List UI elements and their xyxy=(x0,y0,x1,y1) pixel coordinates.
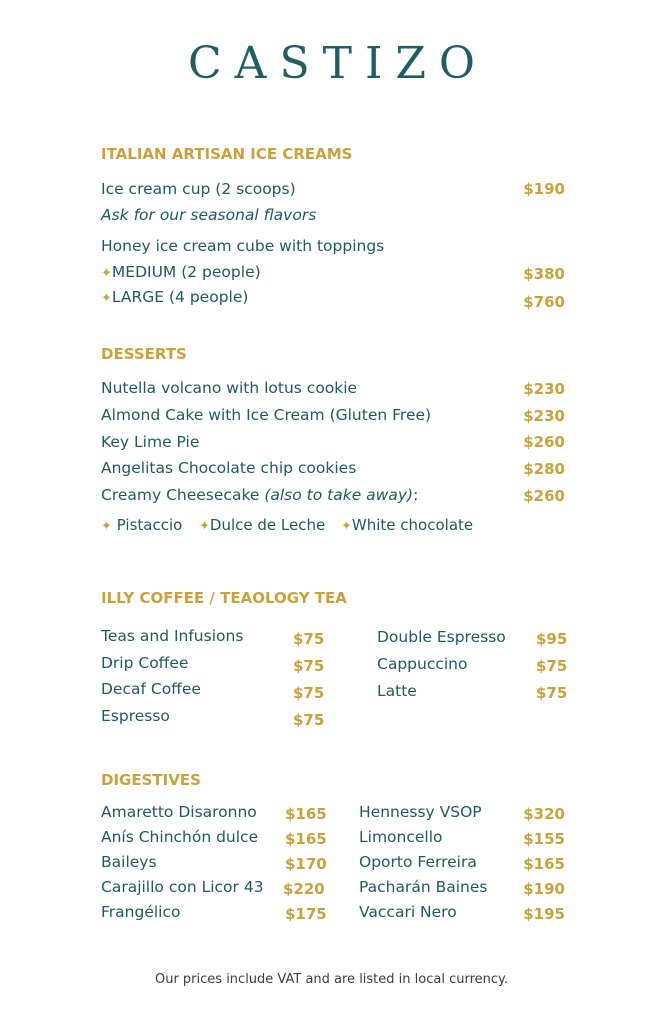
menu-item-price: $75 xyxy=(293,684,325,702)
menu-item-name: Ice cream cup (2 scoops) xyxy=(101,180,296,198)
menu-item-name: Nutella volcano with lotus cookie xyxy=(101,379,358,397)
menu-item-price: $230 xyxy=(523,380,565,398)
menu-item-name: Espresso xyxy=(101,707,170,725)
menu-item-price: $220 xyxy=(283,880,325,898)
menu-option xyxy=(101,288,248,306)
menu-item-name: Cappuccino xyxy=(377,655,468,673)
section-title-ice-creams: ITALIAN ARTISAN ICE CREAMS xyxy=(101,145,353,163)
menu-item-price: $230 xyxy=(523,407,565,425)
star-bullet-icon: ✦ xyxy=(101,291,112,306)
flavor-option xyxy=(341,516,473,534)
menu-item-name: Double Espresso xyxy=(377,628,506,646)
menu-item-name: Anís Chinchón dulce xyxy=(101,828,259,846)
menu-item-price: $75 xyxy=(293,657,325,675)
menu-item-price: $175 xyxy=(285,905,327,923)
menu-item-name: Key Lime Pie xyxy=(101,433,200,451)
menu-item-name: Creamy Cheesecake xyxy=(101,486,265,504)
star-bullet-icon: ✦ xyxy=(341,519,352,534)
menu-item-price: $155 xyxy=(523,830,565,848)
menu-item-price: $190 xyxy=(523,180,565,198)
menu-item-name: Latte xyxy=(377,682,417,700)
star-bullet-icon: ✦ xyxy=(199,519,210,534)
menu-item-note: Ask for our seasonal flavors xyxy=(101,206,317,224)
menu-item-price: $320 xyxy=(523,805,565,823)
menu-option xyxy=(101,263,261,281)
menu-item-name: Decaf Coffee xyxy=(101,680,201,698)
flavor-label: White chocolate xyxy=(351,516,474,534)
menu-item-price: $75 xyxy=(536,657,568,675)
section-title-digestives: DIGESTIVES xyxy=(101,771,201,789)
menu-item-name: Hennessy VSOP xyxy=(359,803,482,821)
menu-item-price: $75 xyxy=(536,684,568,702)
menu-option-price: $760 xyxy=(523,293,565,311)
flavor-label: Pistaccio xyxy=(116,516,183,534)
menu-item-price: $75 xyxy=(293,711,325,729)
menu-item-cheesecake xyxy=(101,486,418,504)
menu-item-price: $190 xyxy=(523,880,565,898)
menu-item-name: Pacharán Baines xyxy=(359,878,488,896)
footer-note: Our prices include VAT and are listed in local currency. xyxy=(154,972,508,987)
brand-logo: CASTIZO xyxy=(188,38,488,89)
menu-item-name: Vaccari Nero xyxy=(359,903,457,921)
menu-option-label: LARGE (4 people) xyxy=(111,288,249,306)
menu-item-note: (also to take away) xyxy=(264,486,414,504)
menu-item-name: Oporto Ferreira xyxy=(359,853,477,871)
menu-item-name: Almond Cake with Ice Cream (Gluten Free) xyxy=(101,406,432,424)
menu-item-name: Amaretto Disaronno xyxy=(101,803,257,821)
menu-item-name: Angelitas Chocolate chip cookies xyxy=(101,459,357,477)
menu-item-price: $260 xyxy=(523,433,565,451)
menu-option-label: MEDIUM (2 people) xyxy=(111,263,261,281)
menu-item-name: Honey ice cream cube with toppings xyxy=(101,237,385,255)
section-title-desserts: DESSERTS xyxy=(101,345,187,363)
menu-item-name: Drip Coffee xyxy=(101,654,189,672)
menu-item-price: $280 xyxy=(523,460,565,478)
flavor-label: Dulce de Leche xyxy=(209,516,326,534)
menu-item-price: $75 xyxy=(293,630,325,648)
section-title-coffee: ILLY COFFEE / TEAOLOGY TEA xyxy=(101,589,347,607)
flavor-option xyxy=(101,516,182,534)
menu-item-price: $260 xyxy=(523,487,565,505)
menu-item-name: Baileys xyxy=(101,853,157,871)
menu-item-name: Limoncello xyxy=(359,828,443,846)
menu-item-price: $165 xyxy=(285,805,327,823)
menu-item-name: Frangélico xyxy=(101,903,181,921)
star-bullet-icon: ✦ xyxy=(101,266,112,281)
star-bullet-icon: ✦ xyxy=(101,519,112,534)
menu-option-price: $380 xyxy=(523,265,565,283)
menu-item-price: $170 xyxy=(285,855,327,873)
menu-item-price: $195 xyxy=(523,905,565,923)
menu-item-price: $165 xyxy=(285,830,327,848)
menu-item-name: Carajillo con Licor 43 xyxy=(101,878,264,896)
flavor-option xyxy=(199,516,325,534)
menu-item-price: $165 xyxy=(523,855,565,873)
menu-item-suffix: : xyxy=(413,486,419,504)
menu-item-name: Teas and Infusions xyxy=(101,627,244,645)
menu-item-price: $95 xyxy=(536,630,568,648)
